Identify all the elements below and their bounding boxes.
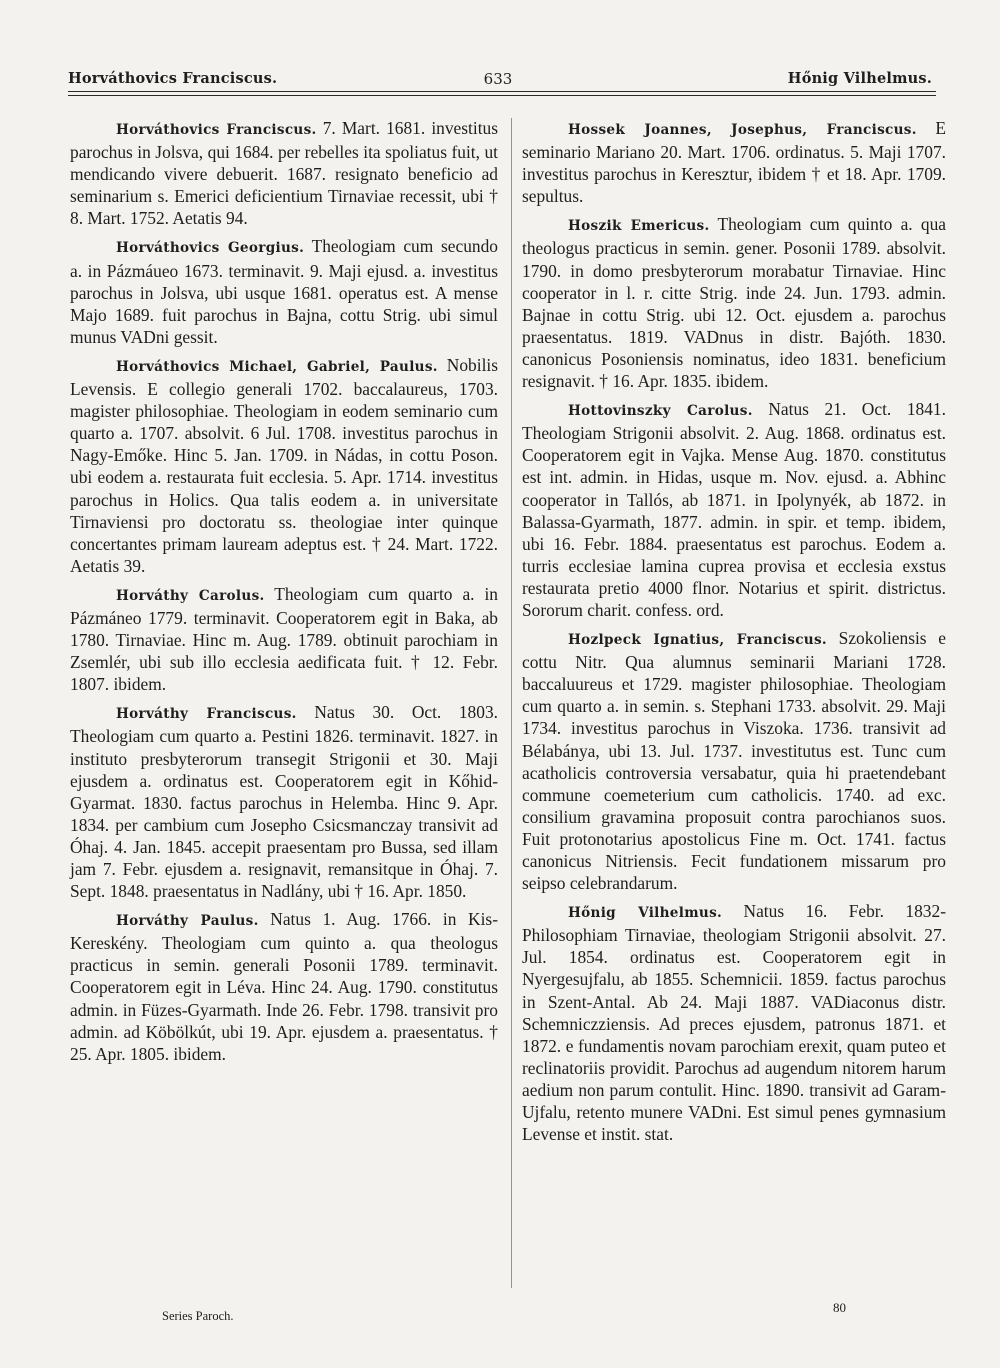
right-column	[522, 117, 946, 1151]
page-number: 633	[483, 70, 513, 88]
entry	[70, 117, 498, 229]
sheet-number: 80	[833, 1300, 846, 1315]
entry	[522, 900, 946, 1145]
entry-text: Nobilis Levensis. E collegio generali 1702. baccalaureus, 1703. magister philosophiae. Theologiam in eodem seminario cum quarto a. 1707. absolvit. 6 Jul. 1708. investitus parochus in Nagy-Emőke. Hinc 5. Jan. 1709. in Nádas, in cottu Poson. ubi eodem a. restaurata fuit ecclesia. 5. Apr. 1714. investitus parochus in Holics. Qua talis eodem a. in universitate Tirnaviensi pro doctoratu ss. theologiae inter quinque concertantes primam lauream adeptus est. † 24. Mart. 1722. Aetatis 39.	[70, 354, 498, 576]
entry-name: Hottovinszky Carolus.	[568, 403, 753, 420]
entry-text: Szokoliensis e cottu Nitr. Qua alumnus seminarii Mariani 1728. baccaluureus et 1729. magister philosophiae. Theologiam cum quarto a. in semin. s. Stephani 1733. absolvit. 29. Maji 1734. investitus parochus in Viszoka. 1736. transivit ad Bélabánya, ubi 13. Jul. 1737. investitutus est. Tunc cum acatholicis controversia versabatur, quia hi praetendebant commune coemeterium cum catholicis. 1740. ad exc. consilium gravamina proposuit contra parochianos suos. Fuit protonotarius apostolicus Fine m. Oct. 1741. factus canonicus Nitriensis. Fecit fundationem missarum pro seipso celebrandarum.	[522, 628, 946, 894]
entry-name: Hozlpeck Ignatius, Franciscus.	[568, 632, 827, 649]
entry-name: Hoszik Emericus.	[568, 218, 710, 235]
entry-text: Natus 16. Febr. 1832- Philosophiam Tirnaviae, theologiam Strigonii absolvit. 27. Jul. 1854. ordinatus est. Cooperatorem egit in Nyergesujfalu, ab 1855. Schemnicii. 1859. factus parochus in Szent-Antal. Ab 24. Maji 1887. VADiaconus distr. Schemniczziensis. Ad preces ejusdem, patronus 1871. et 1872. e fundamentis novam parochiam erexit, quam puteo et reclinatoriis providit. Parochus ad augendum nitorem harum aedium non parum contulit. Hinc. 1890. transivit ad Garam-Ujfalu, retento munere VADni. Est simul penes gymnasium Levense et instit. stat.	[522, 901, 946, 1145]
left-column	[70, 117, 498, 1071]
entry	[522, 213, 946, 392]
running-head-left: Horváthovics Franciscus.	[68, 70, 278, 87]
header-rule-bottom	[68, 95, 936, 96]
entry-name: Horváthovics Georgius.	[116, 240, 305, 257]
entry-text: Theologiam cum quinto a. qua theologus practicus in semin. gener. Posonii 1789. absolvit. 1790. in domo presbyterorum morabatur Tirnaviae. Hinc cooperator in l. r. citte Strig. inde 24. Jun. 1793. admin. Bajnae in cottu Strig. ubi 12. Oct. ejusdem a. parochus praesentatus. 1819. VADnus in distr. Bajóth. 1830. canonicus Posoniensis nominatus, ideo 1831. beneficium resignavit. † 16. Apr. 1835. ibidem.	[522, 214, 946, 392]
entry	[70, 701, 498, 902]
entry	[70, 235, 498, 347]
entry-name: Horváthovics Michael, Gabriel, Paulus.	[116, 358, 438, 375]
entry-text: Natus 1. Aug. 1766. in Kis-Kereskény. Theologiam cum quinto a. qua theologus practicus in semin. generali Posonii 1789. terminavit. Cooperatorem egit in Léva. Hinc 24. Aug. 1790. constitutus admin. in Füzes-Gyarmath. Inde 26. Febr. 1798. transivit pro admin. ad Köbölkút, ubi 19. Apr. ejusdem a. praesentatus. † 25. Apr. 1805. ibidem.	[70, 909, 498, 1064]
running-head-right: Hőnig Vilhelmus.	[787, 70, 932, 87]
entry-text: Natus 30. Oct. 1803. Theologiam cum quarto a. Pestini 1826. terminavit. 1827. in instituto presbyterorum transegit Strigonii et 30. Maji ejusdem a. ordinatus est. Cooperatorem egit in Kőhid-Gyarmat. 1830. factus parochus in Helemba. Hinc 9. Apr. 1834. per cambium cum Josepho Csicsmanczay transivit ad Óhaj. 4. Jan. 1845. accepit praesentam pro Bussa, sed illam jam 7. Febr. ejusdem a. resignavit, remansitque in Óhaj. 7. Sept. 1848. praesentatus in Nadlány, ubi † 16. Apr. 1850.	[70, 702, 498, 902]
entry	[70, 354, 498, 577]
entry-name: Hossek Joannes, Josephus, Franciscus.	[568, 122, 917, 138]
entry-name: Horváthy Franciscus.	[116, 706, 297, 723]
entry	[522, 627, 946, 894]
entry-text: Theologiam cum quarto a. in Pázmáneo 1779. terminavit. Cooperatorem egit in Baka, ab 1780. Tirnaviae. Hinc m. Aug. 1789. obtinuit parochiam in Zsemlér, ubi sub illo ecclesia aedificata fuit. † 12. Febr. 1807. ibidem.	[70, 583, 498, 695]
signature-mark: Series Paroch.	[162, 1309, 234, 1323]
header-rule-top	[68, 91, 936, 92]
entry-name: Horváthy Paulus.	[116, 913, 259, 930]
entry	[522, 117, 946, 207]
entry-name: Horváthovics Franciscus.	[116, 122, 317, 138]
entry-text: Natus 21. Oct. 1841. Theologiam Strigonii absolvit. 2. Aug. 1868. ordinatus est. Cooperatorem egit in Vajka. Mense Aug. 1870. constitutus est int. admin. in Hidas, usque m. Nov. ejusd. a. Abhinc cooperator in Tallós, ab 1871. in Ipolynyék, ab 1872. in Balassa-Gyarmath, 1877. admin. in spir. et temp. ibidem, ubi 16. Febr. 1884. praesentatus est parochus. Eodem a. turris ecclesiae lamina cuprea provisa et ecclesia exstus restaurata pretio 4000 flnor. Notarius et spirit. districtus. Sororum charit. confess. ord.	[522, 399, 946, 620]
entry	[522, 398, 946, 621]
entry	[70, 908, 498, 1065]
entry	[70, 583, 498, 695]
entry-name: Hőnig Vilhelmus.	[568, 905, 723, 922]
entry-text: Theologiam cum secundo a. in Pázmáueo 1673. terminavit. 9. Maji ejusd. a. investitus parochus in Jolsva, ubi usque 1681. operatus est. A mense Majo 1689. fuit parochus in Bajna, cottu Strig. ubi simul munus VADni gessit.	[70, 236, 498, 347]
column-divider	[511, 118, 512, 1288]
entry-text: E seminario Mariano 20. Mart. 1706. ordinatus. 5. Maji 1707. investitus parochus in Keresztur, ibidem † et 18. Apr. 1709. sepultus.	[522, 118, 946, 207]
running-head	[68, 70, 932, 92]
entry-name: Horváthy Carolus.	[116, 587, 265, 604]
entry-text: 7. Mart. 1681. investitus parochus in Jolsva, qui 1684. per rebelles ita spoliatus fuit, ut mendicando vivere debuerit. 1687. resignato beneficio ad seminarium s. Emerici deficientium Tirnaviae recessit, ubi † 8. Mart. 1752. Aetatis 94.	[70, 118, 498, 229]
